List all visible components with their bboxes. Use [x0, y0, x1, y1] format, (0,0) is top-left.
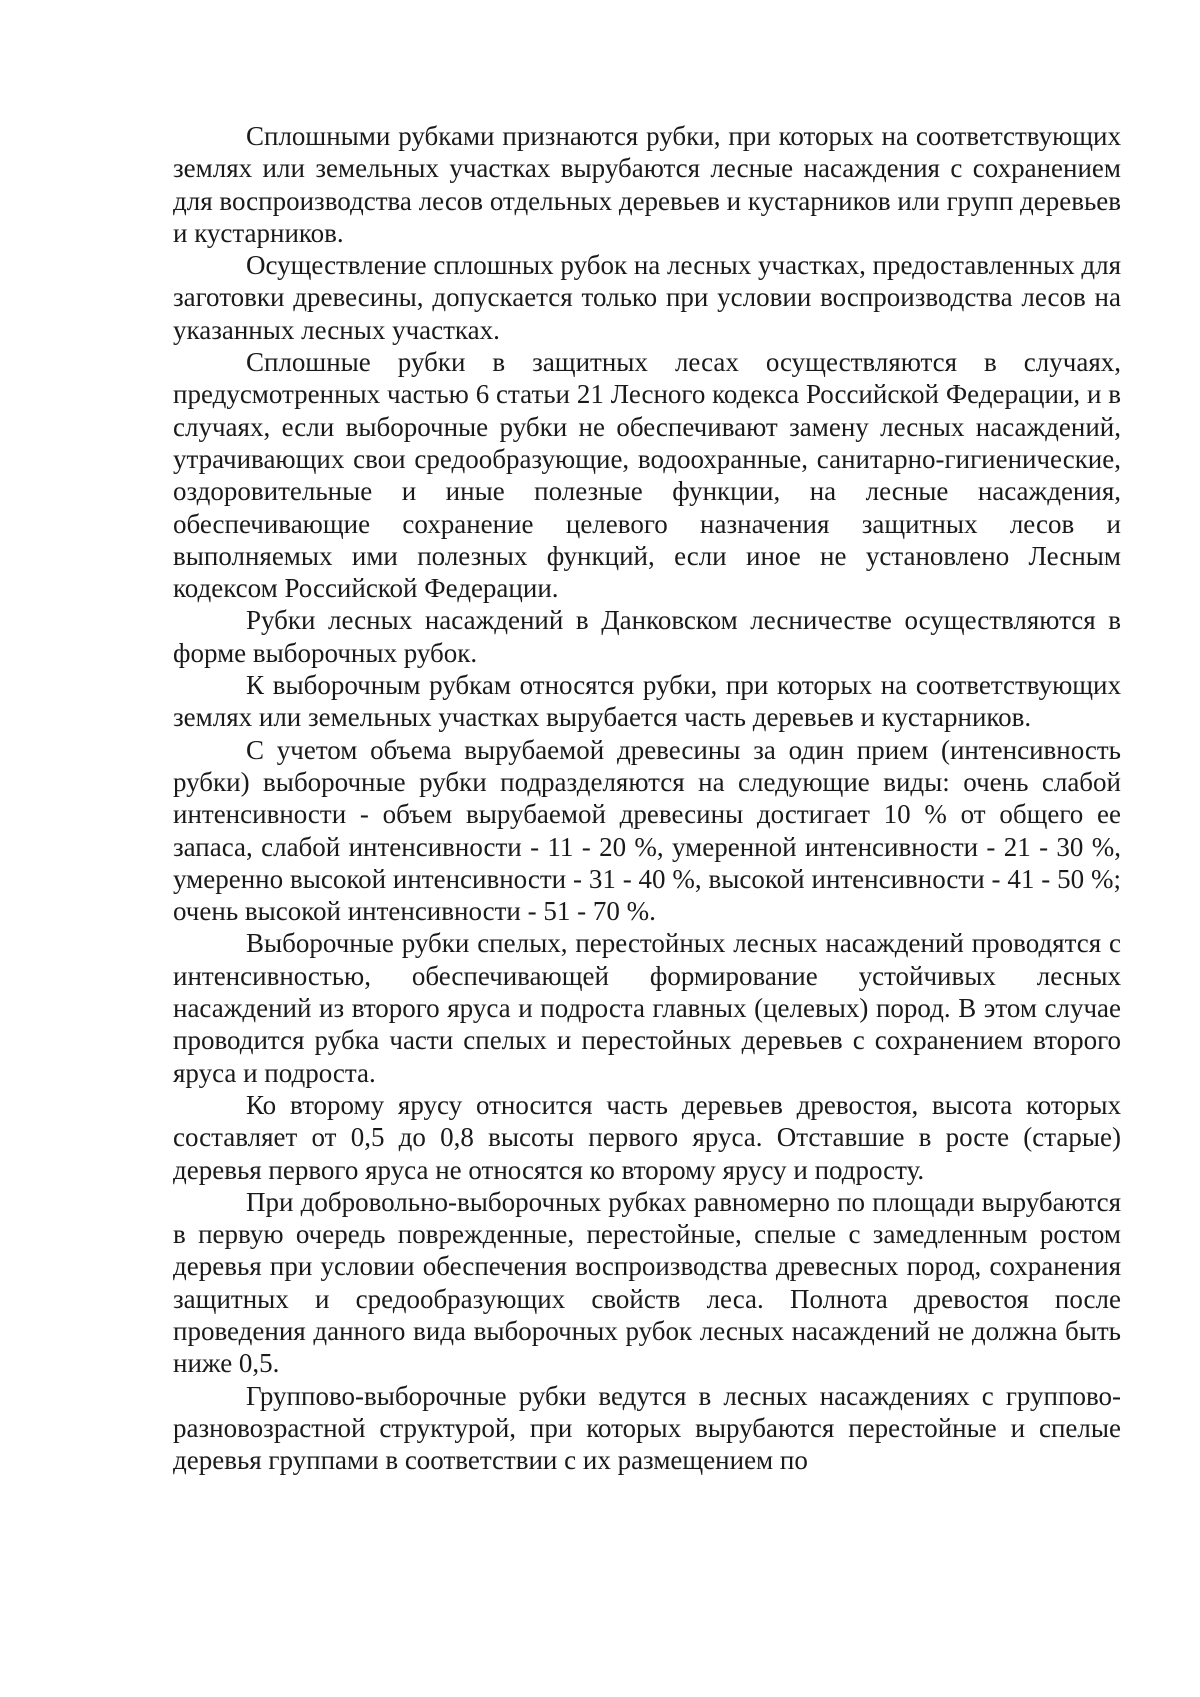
paragraph-cutting-intensity: С учетом объема вырубаемой древесины за один прием (интенсивность рубки) выборочные рубки подразделяются на следующие виды: очень слабой интенсивности - объем вырубаемой древесины достигает 10 % от общего ее запаса, слабой интенсивности - 11 - 20 %, умеренной интенсивности - 21 - 30 %, умеренно высокой интенсивности - 31 - 40 %, высокой интенсивности - 41 - 50 %; очень высокой интенсивности - 51 - 70 %. [173, 734, 1121, 927]
document-page [173, 120, 1121, 1476]
paragraph-dankov-forestry: Рубки лесных насаждений в Данковском лесничестве осуществляются в форме выборочных рубок. [173, 605, 1121, 668]
paragraph-voluntary-selective: При добровольно-выборочных рубках равномерно по площади вырубаются в первую очередь поврежденные, перестойные, спелые с замедленным ростом деревья при условии обеспечения воспроизводства древесных пород, сохранения защитных и средообразующих свойств леса. Полнота древостоя после проведения данного вида выборочных рубок лесных насаждений не должна быть ниже 0,5. [173, 1186, 1121, 1379]
paragraph-clear-cutting-conditions: Осуществление сплошных рубок на лесных участках, предоставленных для заготовки древесины, допускается только при условии воспроизводства лесов на указанных лесных участках. [173, 250, 1121, 345]
paragraph-mature-stands: Выборочные рубки спелых, перестойных лесных насаждений проводятся с интенсивностью, обеспечивающей формирование устойчивых лесных насаждений из второго яруса и подроста главных (целевых) пород. В этом случае проводится рубка части спелых и перестойных деревьев с сохранением второго яруса и подроста. [173, 928, 1121, 1088]
paragraph-group-selective: Группово-выборочные рубки ведутся в лесных насаждениях с группово-разновозрастной структурой, при которых вырубаются перестойные и спелые деревья группами в соответствии с их размещением по [173, 1380, 1121, 1476]
paragraph-selective-cutting-definition: К выборочным рубкам относятся рубки, при которых на соответствующих землях или земельных участках вырубается часть деревьев и кустарников. [173, 670, 1121, 733]
paragraph-second-tier: Ко второму ярусу относится часть деревьев древостоя, высота которых составляет от 0,5 до 0,8 высоты первого яруса. Отставшие в росте (старые) деревья первого яруса не относятся ко второму ярусу и подросту. [173, 1089, 1121, 1185]
paragraph-clear-cutting-protective-forests: Сплошные рубки в защитных лесах осуществляются в случаях, предусмотренных частью 6 статьи 21 Лесного кодекса Российской Федерации, и в случаях, если выборочные рубки не обеспечивают замену лесных насаждений, утрачивающих свои средообразующие, водоохранные, санитарно-гигиенические, оздоровительные и иные полезные функции, на лесные насаждения, обеспечивающие сохранение целевого назначения защитных лесов и выполняемых ими полезных функций, если иное не установлено Лесным кодексом Российской Федерации. [173, 347, 1121, 604]
paragraph-clear-cutting-definition: Сплошными рубками признаются рубки, при которых на соответствующих землях или земельных участках вырубаются лесные насаждения с сохранением для воспроизводства лесов отдельных деревьев и кустарников или групп деревьев и кустарников. [173, 121, 1121, 248]
